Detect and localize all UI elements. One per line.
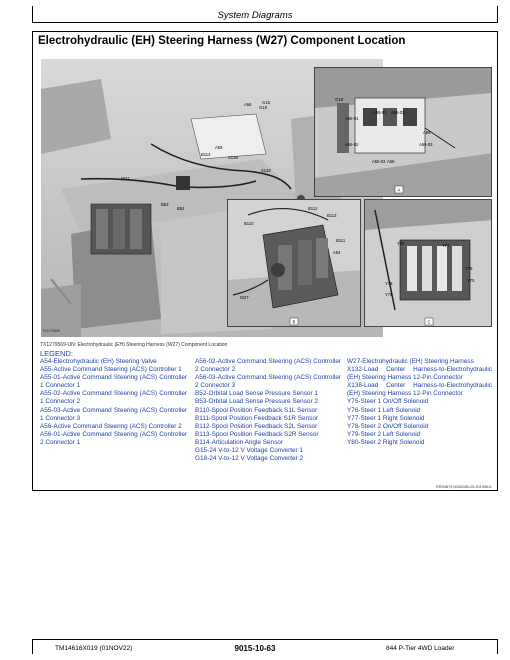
inset-controllers-photo [314, 67, 492, 197]
legend-item: A55-02-Active Command Steering (ACS) Controller 1 Connector 2 [40, 390, 187, 406]
callout-top-g18: G18 [335, 97, 343, 102]
legend-item: X138-Load Center Harness-to-Electrohydraulic (EH) Steering Harness 12-Pin Connector [347, 382, 492, 398]
inset-valve-photo [227, 199, 361, 327]
legend-column-2 [195, 358, 341, 463]
legend-item: A55-Active Command Steering (ACS) Controller 1 [40, 366, 182, 374]
legend-item: A56-01-Active Command Steering (ACS) Controller 2 Connector 1 [40, 430, 187, 446]
header-rule [32, 22, 498, 23]
callout-a56-02: A56-02 [345, 142, 359, 147]
callout-y75: Y75 [467, 278, 475, 283]
callout-x132: X132 [261, 168, 271, 173]
legend-item: X132-Load Center Harness-to-Electrohydraulic (EH) Steering Harness 12-Pin Connector [347, 366, 492, 382]
callout-top-a55: A55 [387, 159, 395, 164]
legend-item: B53-Orbital Load Sense Pressure Sensor 2 [195, 398, 318, 406]
figure-title: Electrohydraulic (EH) Steering Harness (W27) Component Location [38, 35, 406, 47]
callout-a55: A55 [215, 145, 223, 150]
callout-g15: G15 [262, 100, 270, 105]
callout-b112: B112 [308, 206, 318, 211]
callout-b113: B113 [327, 213, 337, 218]
callout-b110: B110 [244, 221, 254, 226]
figure-caption: TX1279569-UN: Electrohydraulic (EH) Steering Harness (W27) Component Location [40, 342, 228, 348]
callout-y76: Y76 [465, 266, 473, 271]
callout-b111: B111 [336, 238, 346, 243]
legend-column-3 [347, 358, 492, 447]
footer-rule [32, 639, 498, 640]
callout-y79: Y79 [385, 292, 393, 297]
inset-tag-b: B [292, 319, 296, 325]
callout-a55-01: A55-01 [373, 110, 387, 115]
legend-item: B110-Spool Position Feedback S1L Sensor [195, 406, 318, 414]
callout-a56: A56 [244, 102, 252, 107]
footer-machine-model: 844 P-Tier 4WD Loader [386, 645, 455, 652]
callout-w27: W27 [121, 176, 130, 181]
inset-tag-c: C [427, 319, 431, 325]
legend-item: B52-Orbital Load Sense Pressure Sensor 1 [195, 390, 318, 398]
legend-item: Y80-Steer 2 Right Solenoid [347, 438, 425, 446]
footer-page-number: 9015-10-63 [234, 644, 276, 653]
callout-a54: A54 [333, 250, 341, 255]
document-id: ERS4879,000024B-19-20190611 [436, 485, 492, 489]
callout-a56-03: A56-03 [419, 142, 433, 147]
legend-item: Y76-Steer 1 Left Solenoid [347, 406, 421, 414]
callout-x138: X138 [228, 155, 238, 160]
callout-top-a56: A56 [423, 130, 431, 135]
legend-item: W27-Electrohydraulic (EH) Steering Harness [347, 358, 474, 365]
callout-mid-w27: W27 [240, 295, 249, 300]
legend-title: LEGEND: [40, 349, 73, 358]
callout-g18: G18 [259, 105, 267, 110]
callout-y80: Y80 [397, 241, 405, 246]
callout-b114: B114 [201, 152, 211, 157]
legend-item: G18-24 V-to-12 V Voltage Converter 2 [195, 455, 303, 463]
callout-y77: Y77 [442, 243, 450, 248]
legend-item: A55-01-Active Command Steering (ACS) Controller 1 Connector 1 [40, 374, 187, 390]
footer-manual-id: TM14616X019 (01NOV22) [55, 645, 133, 652]
callout-a55-02: A55-02 [372, 159, 386, 164]
legend-item: B112-Spool Position Feedback S2L Sensor [195, 422, 318, 430]
legend-item: B114-Articulation Angle Sensor [195, 438, 283, 446]
section-title: System Diagrams [217, 10, 293, 21]
callout-y78: Y78 [385, 281, 393, 286]
figure-id: TX1279569 [42, 329, 61, 333]
legend-item: Y77-Steer 1 Right Solenoid [347, 414, 425, 422]
inset-tag-a: A [397, 187, 401, 193]
legend-item: A54-Electrohydraulic (EH) Steering Valve [40, 358, 157, 365]
legend-item: Y79-Steer 2 Left Solenoid [347, 430, 421, 438]
callout-a55-03: A55-03 [391, 110, 405, 115]
legend-item: B111-Spool Position Feedback S1R Sensor [195, 414, 319, 422]
legend-item: A55-03-Active Command Steering (ACS) Controller 1 Connector 3 [40, 406, 187, 422]
legend-item: B113-Spool Position Feedback S2R Sensor [195, 430, 319, 438]
callout-b53: B53 [161, 202, 169, 207]
callout-b52: B52 [177, 206, 185, 211]
legend-item: G15-24 V-to-12 V Voltage Converter 1 [195, 447, 303, 455]
inset-solenoids-photo [364, 199, 492, 327]
legend-item: A56-03-Active Command Steering (ACS) Controller 2 Connector 3 [195, 374, 341, 390]
legend-item: Y78-Steer 2 On/Off Solenoid [347, 422, 429, 430]
callout-a56-01: A56-01 [345, 116, 359, 121]
legend-column-1 [40, 358, 187, 447]
legend-item: Y75-Steer 1 On/Off Solenoid [347, 398, 429, 406]
legend-item: A56-Active Command Steering (ACS) Controller 2 [40, 422, 182, 430]
legend-item: A56-02-Active Command Steering (ACS) Controller 2 Connector 2 [195, 358, 341, 374]
